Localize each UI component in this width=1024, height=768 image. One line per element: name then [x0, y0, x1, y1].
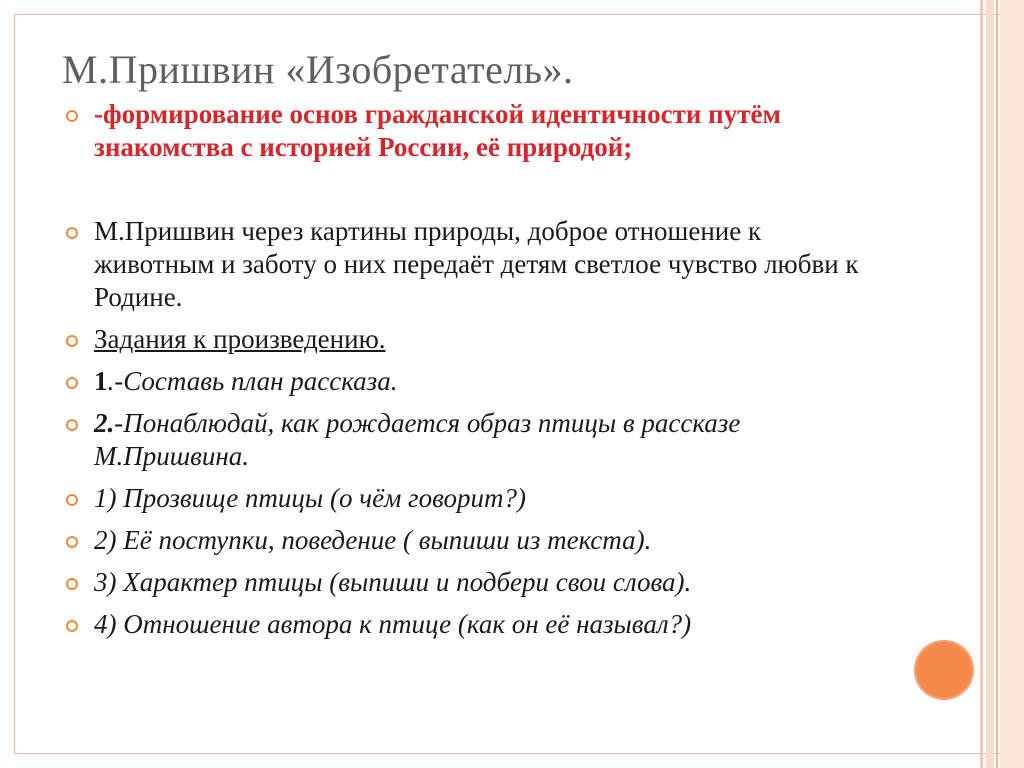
stripe: [986, 0, 994, 768]
question-text: 2) Её поступки, поведение ( выпиши из текста).: [94, 525, 652, 555]
decorative-circle: [914, 640, 974, 700]
goal-text: -формирование основ гражданской идентичности путём знакомства с историей России, её природой;: [94, 99, 781, 162]
stripe: [996, 0, 998, 768]
bullet-icon: [66, 494, 78, 506]
bullet-icon: [66, 536, 78, 548]
question-text: 1) Прозвище птицы (о чём говорит?): [94, 483, 526, 513]
stripe: [980, 0, 983, 768]
list-item: [62, 323, 862, 356]
slide-title: М.Пришвин «Изобретатель».: [62, 47, 574, 92]
list-item: [62, 98, 862, 164]
question-text: 3) Характер птицы (выпиши и подбери свои слова).: [94, 567, 692, 597]
list-item: [62, 365, 862, 398]
bullet-icon: [66, 620, 78, 632]
bullet-icon: [66, 335, 78, 347]
task-text: .-Составь план рассказа.: [107, 366, 398, 396]
task-number: 1: [94, 366, 108, 396]
list-item: [62, 215, 862, 314]
bullet-icon: [66, 227, 78, 239]
spacer: [62, 164, 862, 215]
decorative-stripes: [980, 0, 1024, 768]
stripe: [1000, 0, 1024, 768]
list-item: [62, 407, 862, 473]
list-item: [62, 482, 862, 515]
list-item: [62, 608, 862, 641]
question-text: 4) Отношение автора к птице (как он её называл?): [94, 609, 692, 639]
tasks-heading: Задания к произведению.: [94, 324, 386, 354]
bullet-icon: [66, 110, 78, 122]
slide-body: [62, 98, 862, 641]
intro-text: М.Пришвин через картины природы, доброе отношение к животным и заботу о них передаёт детям светлое чувство любви к Родине.: [94, 216, 859, 312]
task-text: -Понаблюдай, как рождается образ птицы в рассказе М.Пришвина.: [94, 408, 741, 471]
bullet-icon: [66, 377, 78, 389]
bullet-icon: [66, 419, 78, 431]
task-number: 2.: [94, 408, 115, 438]
list-item: [62, 524, 862, 557]
list-item: [62, 566, 862, 599]
bullet-icon: [66, 578, 78, 590]
